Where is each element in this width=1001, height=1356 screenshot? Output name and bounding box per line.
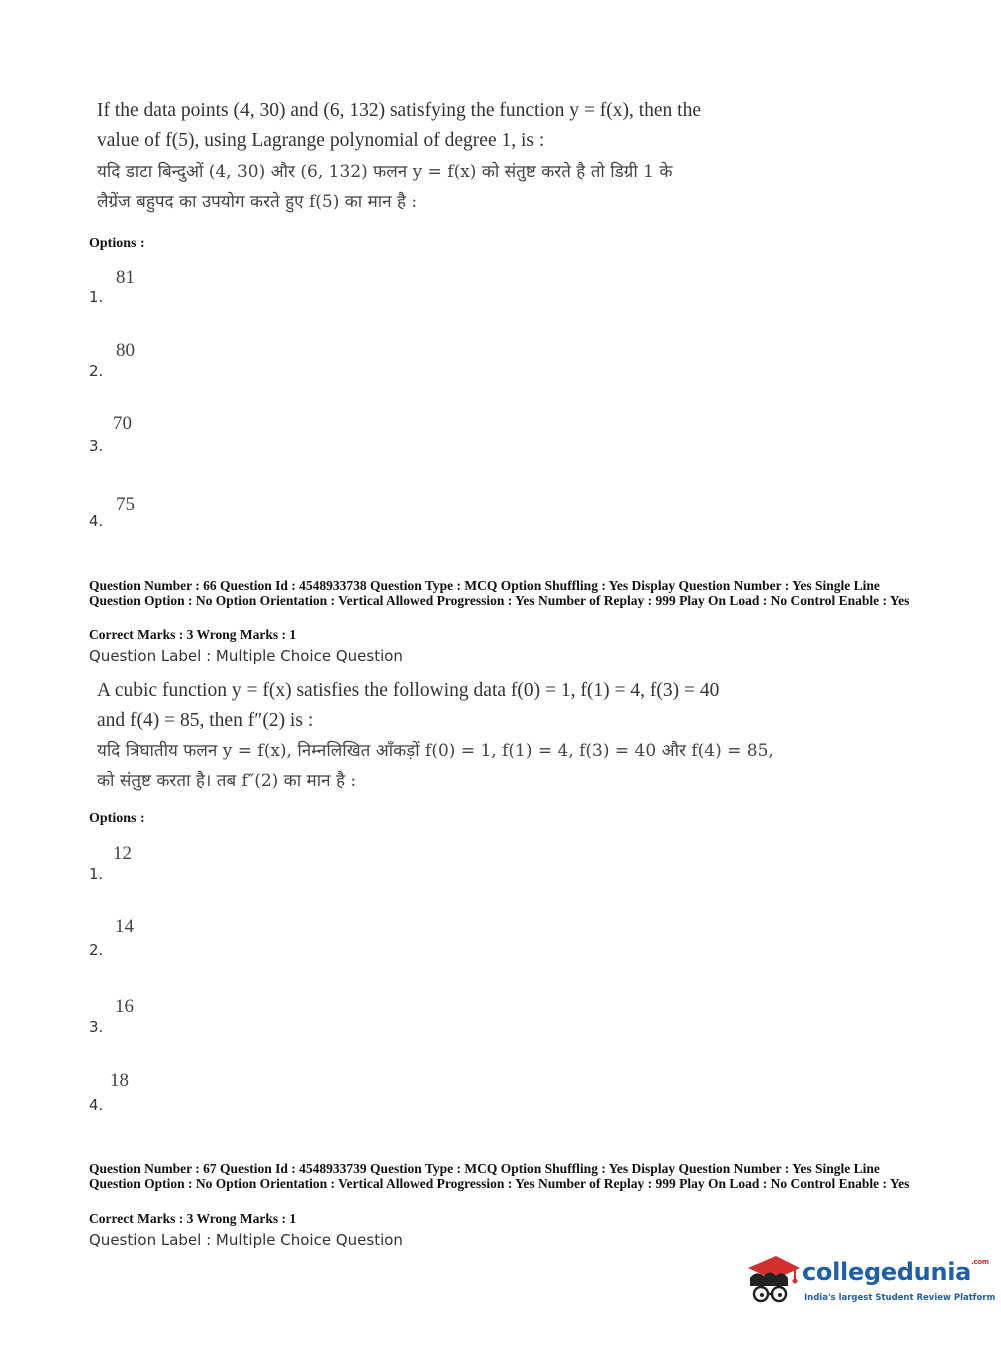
q67-question-label: Question Label : Multiple Choice Question: [89, 1231, 403, 1249]
q67-meta-info: Question Number : 67 Question Id : 4548933739 Question Type : MCQ Option Shuffling : Yes Display Question Number : Yes Single Line Question Option : No Option Orientation : Vertical Allowed Progression : Yes Number of Replay : 999 Play On Load : No Control Enable : Yes: [89, 1161, 910, 1191]
q65-text-line-2: value of f(5), using Lagrange polynomial of degree 1, is :: [97, 130, 545, 151]
q66-option-4-number: 4.: [89, 1096, 104, 1114]
q66-text-line-1: A cubic function y = f(x) satisfies the following data f(0) = 1, f(1) = 4, f(3) = 40: [97, 680, 720, 701]
q65-option-1-number: 1.: [89, 288, 104, 306]
q65-option-4-value[interactable]: 75: [116, 494, 135, 515]
q65-option-1-value[interactable]: 81: [116, 267, 135, 288]
brand-name: collegedunia: [802, 1258, 972, 1286]
q65-option-3-number: 3.: [89, 437, 104, 455]
q66-meta-info: Question Number : 66 Question Id : 4548933738 Question Type : MCQ Option Shuffling : Yes Display Question Number : Yes Single Line Question Option : No Option Orientation : Vertical Allowed Progression : Yes Number of Replay : 999 Play On Load : No Control Enable : Yes: [89, 578, 910, 608]
collegedunia-logo: [740, 1252, 996, 1314]
q66-question-label: Question Label : Multiple Choice Question: [89, 647, 403, 665]
q66-option-1-number: 1.: [89, 865, 104, 883]
brand-tagline: India's largest Student Review Platform: [804, 1293, 996, 1303]
q67-marks: Correct Marks : 3 Wrong Marks : 1: [89, 1211, 297, 1226]
q66-option-3-value[interactable]: 16: [115, 996, 134, 1017]
q66-option-2-value[interactable]: 14: [115, 916, 134, 937]
q66-option-1-value[interactable]: 12: [113, 843, 132, 864]
q66-option-4-value[interactable]: 18: [110, 1070, 129, 1091]
q66-hindi-line-1: यदि त्रिघातीय फलन y = f(x), निम्नलिखित आँकड़ों f(0) = 1, f(1) = 4, f(3) = 40 और f(4) = 85,: [97, 741, 774, 761]
mascot-icon: [740, 1252, 802, 1314]
q65-text-line-1: If the data points (4, 30) and (6, 132) satisfying the function y = f(x), then the: [97, 100, 701, 121]
q65-option-2-value[interactable]: 80: [116, 340, 135, 361]
q66-option-3-number: 3.: [89, 1018, 104, 1036]
q66-hindi-line-2: को संतुष्ट करता है। तब f″(2) का मान है :: [97, 771, 357, 791]
q65-hindi-line-1: यदि डाटा बिन्दुओं (4, 30) और (6, 132) फलन y = f(x) को संतुष्ट करते है तो डिग्री 1 के: [97, 162, 673, 182]
q65-option-4-number: 4.: [89, 512, 104, 530]
q65-options-heading: Options :: [89, 236, 145, 251]
q66-marks: Correct Marks : 3 Wrong Marks : 1: [89, 627, 297, 642]
q65-option-2-number: 2.: [89, 362, 104, 380]
q66-text-line-2: and f(4) = 85, then f″(2) is :: [97, 710, 314, 731]
brand-suffix: .com: [971, 1258, 989, 1266]
q65-option-3-value[interactable]: 70: [113, 413, 132, 434]
q66-options-heading: Options :: [89, 811, 145, 826]
q65-hindi-line-2: लैग्रेंज बहुपद का उपयोग करते हुए f(5) का मान है :: [97, 192, 418, 212]
q66-option-2-number: 2.: [89, 941, 104, 959]
